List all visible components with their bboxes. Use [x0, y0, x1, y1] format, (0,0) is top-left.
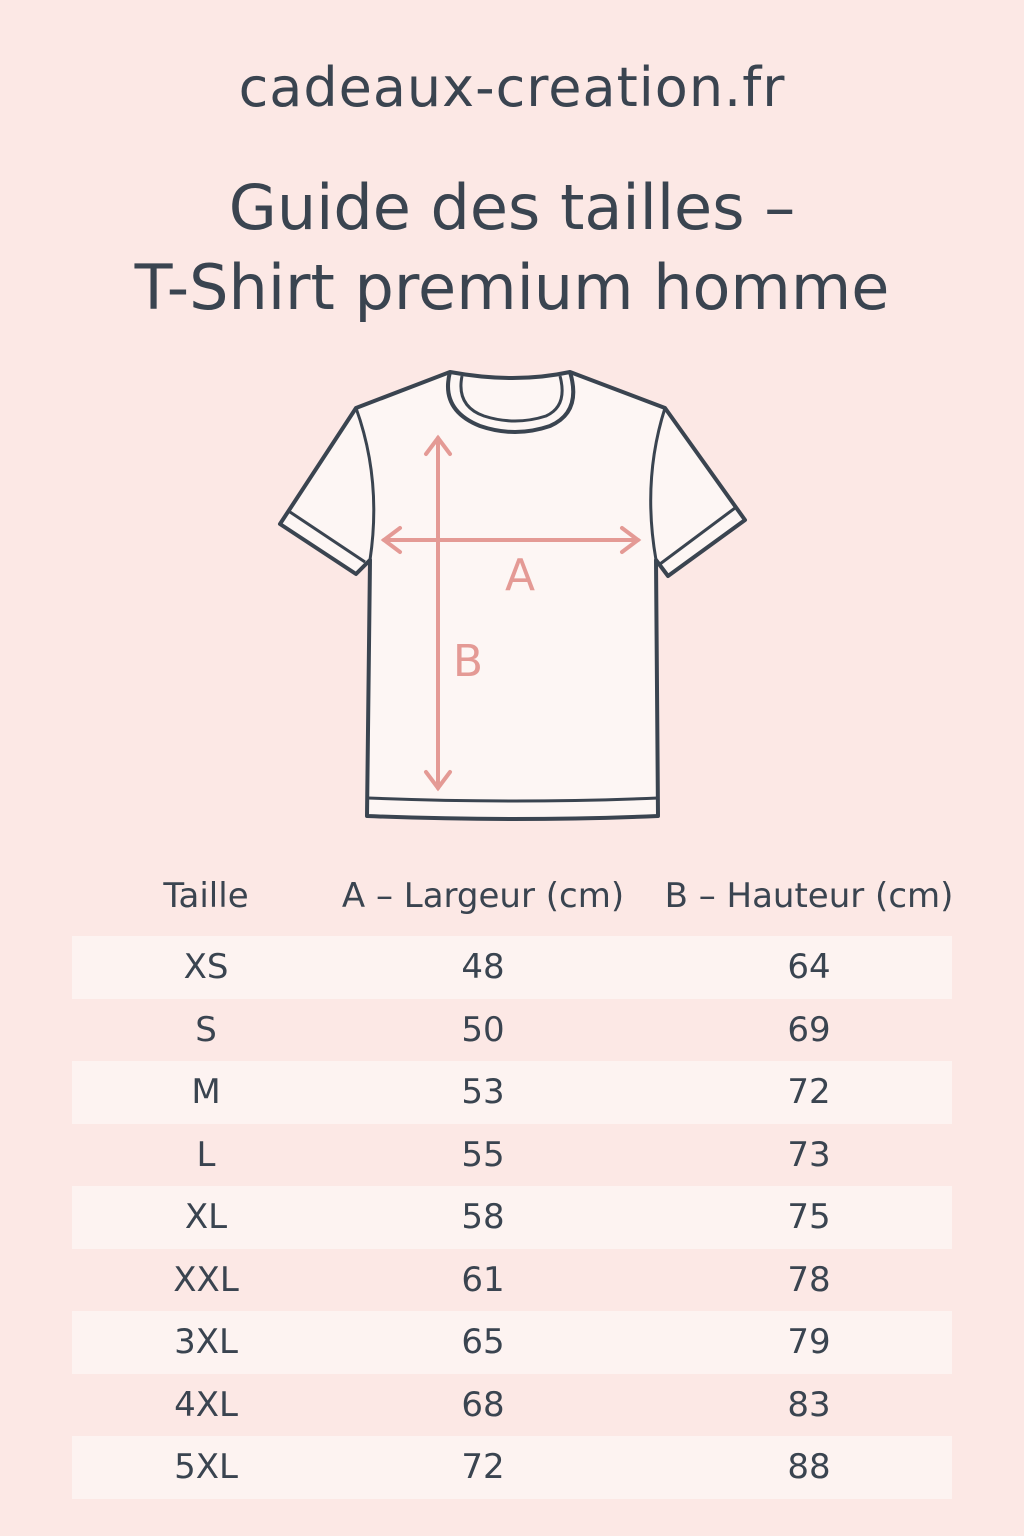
size-table	[72, 936, 952, 1499]
table-row	[72, 999, 952, 1062]
height-cell: 78	[787, 1259, 831, 1300]
size-cell: S	[195, 1009, 217, 1050]
site-name: cadeaux-creation.fr	[238, 56, 786, 119]
page-title-line-2: T-Shirt premium homme	[134, 251, 890, 324]
table-header	[72, 866, 952, 926]
label-a: A	[504, 550, 536, 601]
table-row	[72, 1124, 952, 1187]
size-cell: 5XL	[174, 1447, 238, 1487]
size-cell: XL	[184, 1197, 228, 1237]
label-b: B	[452, 636, 484, 687]
size-cell: 4XL	[174, 1384, 238, 1425]
table-row	[72, 1436, 952, 1499]
size-cell: 3XL	[174, 1322, 238, 1362]
page-title	[0, 168, 1024, 328]
size-cell: XS	[183, 947, 229, 987]
width-cell: 72	[461, 1447, 505, 1487]
table-row	[72, 1374, 952, 1437]
size-cell: L	[196, 1134, 216, 1175]
width-cell: 65	[461, 1322, 505, 1362]
header-largeur: A – Largeur (cm)	[341, 876, 625, 916]
size-cell: M	[191, 1072, 221, 1112]
table-row	[72, 1249, 952, 1312]
table-row	[72, 1186, 952, 1249]
width-cell: 55	[461, 1134, 505, 1175]
height-cell: 72	[787, 1072, 831, 1112]
height-cell: 69	[787, 1009, 831, 1050]
table-row	[72, 936, 952, 999]
table-row	[72, 1311, 952, 1374]
height-cell: 88	[787, 1447, 831, 1487]
width-cell: 53	[461, 1072, 505, 1112]
height-cell: 75	[787, 1197, 831, 1237]
height-cell: 64	[787, 947, 831, 987]
width-cell: 58	[461, 1197, 505, 1237]
height-cell: 73	[787, 1134, 831, 1175]
width-cell: 61	[461, 1259, 505, 1300]
page-title-line-1: Guide des tailles –	[228, 171, 796, 244]
height-cell: 79	[787, 1322, 831, 1362]
height-cell: 83	[787, 1384, 831, 1425]
header-taille: Taille	[163, 876, 249, 916]
width-cell: 50	[461, 1009, 505, 1050]
width-cell: 68	[461, 1384, 505, 1425]
width-cell: 48	[461, 947, 505, 987]
table-row	[72, 1061, 952, 1124]
size-cell: XXL	[173, 1259, 239, 1300]
tshirt-diagram	[270, 360, 760, 830]
header-hauteur: B – Hauteur (cm)	[664, 876, 954, 916]
